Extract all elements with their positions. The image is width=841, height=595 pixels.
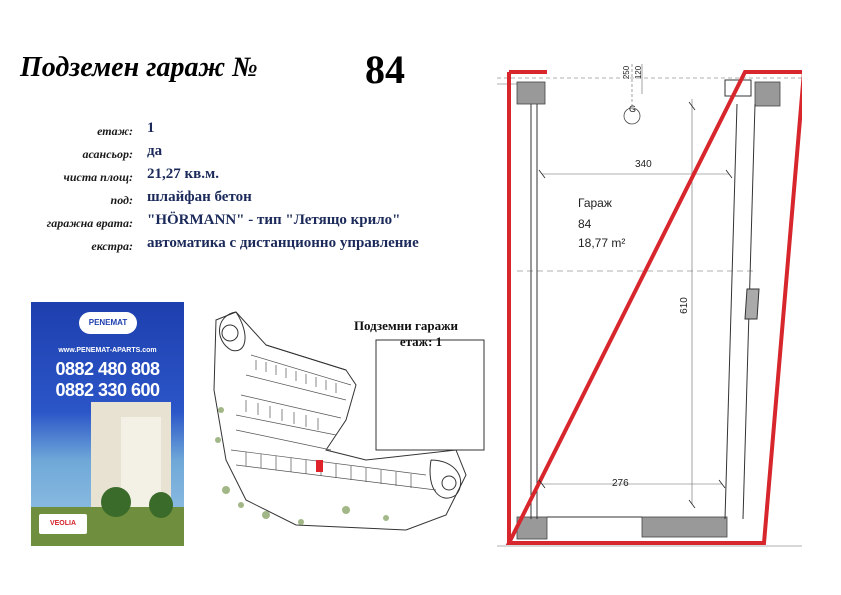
- dimension-small-2: 120: [634, 65, 644, 80]
- page-title: [20, 47, 405, 92]
- spec-value: 21,27 кв.м.: [147, 166, 219, 182]
- tree-illustration: [101, 487, 131, 517]
- spec-value: 1: [147, 120, 155, 136]
- veolia-logo: VEOLIA: [39, 514, 87, 534]
- site-plan-title: [336, 318, 476, 350]
- spec-label: асансьор:: [82, 147, 133, 161]
- spec-label: под:: [110, 193, 133, 207]
- dimension-small-1: 250: [622, 65, 632, 80]
- tree-illustration: [149, 492, 173, 518]
- spec-value: автоматика с дистанционно управление: [147, 235, 419, 251]
- title-text: Подземен гараж №: [20, 52, 258, 83]
- room-number: 84: [578, 217, 592, 231]
- billboard-phone-2: 0882 330 600: [55, 380, 160, 400]
- site-plan-title-line1: Подземни гаражи: [353, 318, 459, 333]
- spec-value: да: [147, 143, 163, 159]
- garage-number: 84: [365, 47, 405, 92]
- spec-label: гаражна врата:: [46, 216, 133, 230]
- spec-value: "HÖRMANN" - тип "Летящо крило": [147, 212, 401, 228]
- spec-value: шлайфан бетон: [147, 189, 252, 205]
- dimension-side: 610: [678, 297, 690, 314]
- advertisement-billboard: [31, 302, 184, 546]
- dimension-top: 340: [635, 159, 652, 170]
- spec-label: екстра:: [91, 239, 133, 253]
- billboard-website: www.PENEMAT-APARTS.com: [58, 347, 157, 354]
- axis-label: G: [629, 104, 637, 114]
- garage-floor-plan: [497, 64, 802, 550]
- dimension-bottom: 276: [612, 478, 629, 489]
- penemat-logo: PENEMAT: [79, 312, 137, 334]
- site-plan-title-line2: етаж: 1: [399, 334, 443, 349]
- room-area: 18,77 m²: [578, 236, 626, 250]
- spec-label: чиста площ:: [63, 170, 133, 184]
- highlighted-garage: [316, 460, 323, 472]
- spec-label: етаж:: [97, 124, 133, 138]
- room-name: Гараж: [578, 196, 612, 210]
- billboard-phone-1: 0882 480 808: [55, 359, 160, 379]
